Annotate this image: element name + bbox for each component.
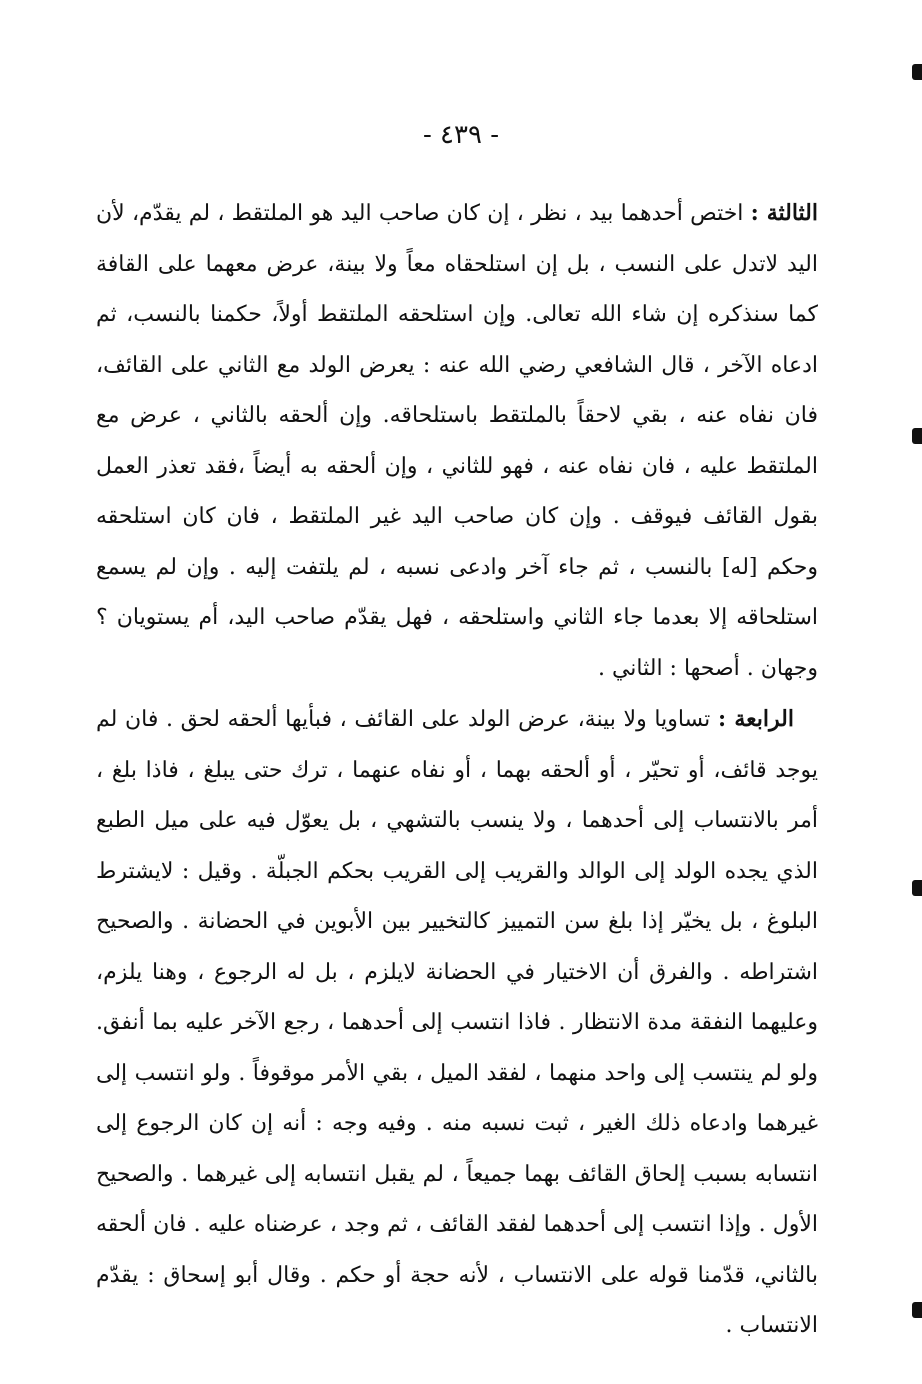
body-text: [96, 188, 818, 1352]
page-edge-mark: [912, 880, 922, 896]
page-edge-mark: [912, 428, 922, 444]
page-edge-mark: [912, 64, 922, 80]
page-edge-mark: [912, 1302, 922, 1318]
paragraph-fourth-case: [96, 694, 818, 1352]
paragraph-heading: الثالثة :: [750, 200, 819, 226]
page-number: - ٤٣٩ -: [422, 120, 500, 150]
paragraph-third-case: [96, 188, 818, 694]
paragraph-text: اختص أحدهما بيد ، نظر ، إن كان صاحب اليد هو الملتقط ، لم يقدّم، لأن اليد لاتدل على النسب ، بل إن استلحقاه معاً ولا بينة، عرض معهما على القافة كما سنذكره إن شاء الله تعالى. وإن استلحقه الملتقط أولاً، حكمنا بالنسب، ثم ادعاه الآخر ، قال الشافعي رضي الله عنه : يعرض الولد مع الثاني على القائف، فان نفاه عنه ، بقي لاحقاً بالملتقط باستلحاقه. وإن ألحقه بالثاني ، عرض مع الملتقط عليه ، فان نفاه عنه ، فهو للثاني ، وإن ألحقه به أيضاً ،فقد تعذر العمل بقول القائف فيوقف . وإن كان صاحب اليد غير الملتقط ، فان كان استلحقه وحكم [له] بالنسب ، ثم جاء آخر وادعى نسبه ، لم يلتفت إليه . وإن لم يسمع استلحاقه إلا بعدما جاء الثاني واستلحقه ، فهل يقدّم صاحب اليد، أم يستويان ؟ وجهان . أصحها : الثاني .: [96, 201, 818, 681]
paragraph-text: تساويا ولا بينة، عرض الولد على القائف ، فبأيها ألحقه لحق . فان لم يوجد قائف، أو تحيّر ، أو ألحقه بهما ، أو نفاه عنهما ، ترك حتى يبلغ ، فاذا بلغ ، أمر بالانتساب إلى أحدهما ، ولا ينسب بالتشهي ، بل يعوّل فيه على ميل الطبع الذي يجده الولد إلى الوالد والقريب إلى القريب بحكم الجبلّة . وقيل : لايشترط البلوغ ، بل يخيّر إذا بلغ سن التمييز كالتخيير بين الأبوين في الحضانة . والصحيح اشتراطه . والفرق أن الاختيار في الحضانة لايلزم ، بل له الرجوع ، وهنا يلزم، وعليهما النفقة مدة الانتظار . فاذا انتسب إلى أحدهما ، رجع الآخر عليه بما أنفق. ولو لم ينتسب إلى واحد منهما ، لفقد الميل ، بقي الأمر موقوفاً . ولو انتسب إلى غيرهما وادعاه ذلك الغير ، ثبت نسبه منه . وفيه وجه : أنه إن كان الرجوع إلى انتسابه بسبب إلحاق القائف بهما جميعاً ، لم يقبل انتسابه إلى غيرهما . والصحيح الأول . وإذا انتسب إلى أحدهما لفقد القائف ، ثم وجد ، عرضناه عليه . فان ألحقه بالثاني، قدّمنا قوله على الانتساب ، لأنه حجة أو حكم . وقال أبو إسحاق : يقدّم الانتساب .: [96, 707, 818, 1338]
paragraph-heading: الرابعة :: [717, 706, 794, 732]
